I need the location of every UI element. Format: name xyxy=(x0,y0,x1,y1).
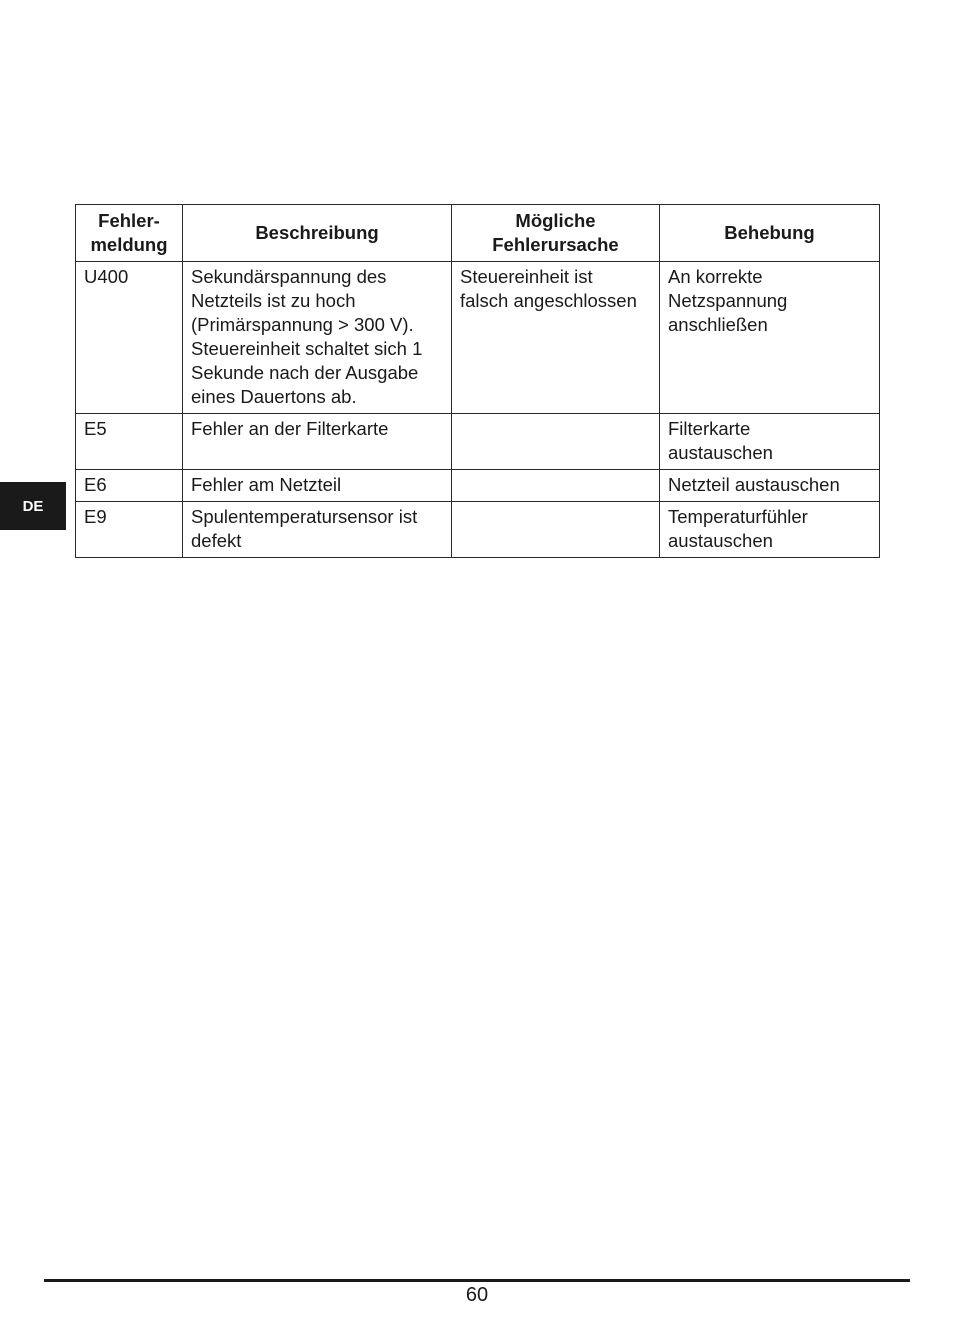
cell-description: Sekundärspannung des Netzteils ist zu hoch (Primärspannung > 300 V). Steuereinheit schaltet sich 1 Sekunde nach der Ausgabe eines Dauertons ab. xyxy=(183,262,452,414)
header-error-code: Fehler- meldung xyxy=(76,205,183,262)
table-row xyxy=(76,502,880,558)
cell-description: Spulentemperatursensor ist defekt xyxy=(183,502,452,558)
cell-possible-cause xyxy=(452,414,660,470)
header-description: Beschreibung xyxy=(183,205,452,262)
cell-possible-cause xyxy=(452,470,660,502)
table-header-row xyxy=(76,205,880,262)
cell-remedy: Temperaturfühler austauschen xyxy=(660,502,880,558)
cell-remedy: An korrekte Netzspannung anschließen xyxy=(660,262,880,414)
table-row xyxy=(76,470,880,502)
cell-possible-cause xyxy=(452,502,660,558)
table-row xyxy=(76,262,880,414)
cell-possible-cause: Steuereinheit ist falsch angeschlossen xyxy=(452,262,660,414)
cell-remedy: Filterkarte austauschen xyxy=(660,414,880,470)
cell-error-code: E5 xyxy=(76,414,183,470)
cell-error-code: E9 xyxy=(76,502,183,558)
footer-divider xyxy=(44,1279,910,1282)
cell-error-code: E6 xyxy=(76,470,183,502)
cell-description: Fehler an der Filterkarte xyxy=(183,414,452,470)
header-remedy: Behebung xyxy=(660,205,880,262)
page-number: 60 xyxy=(465,1284,489,1306)
language-tab xyxy=(0,482,66,530)
language-tab-label: DE xyxy=(22,497,44,515)
error-code-table xyxy=(75,204,880,558)
cell-remedy: Netzteil austauschen xyxy=(660,470,880,502)
cell-error-code: U400 xyxy=(76,262,183,414)
table-row xyxy=(76,414,880,470)
header-possible-cause: Mögliche Fehlerursache xyxy=(452,205,660,262)
cell-description: Fehler am Netzteil xyxy=(183,470,452,502)
